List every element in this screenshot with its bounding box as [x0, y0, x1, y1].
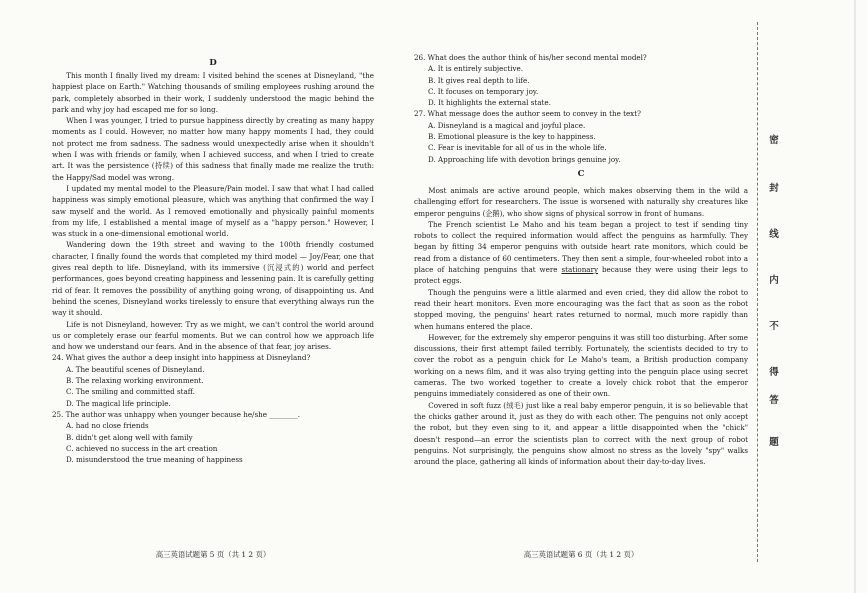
binding-char: 密	[769, 135, 779, 146]
passage-c-paragraph	[414, 219, 748, 287]
question-27-stem: 27. What message does the author seem to convey in the text?	[414, 109, 641, 119]
passage-d-paragraph: Wandering down the 19th street and waving to the 100th friendly costumed character, I finally found the words that completed my third model — Joy/Fear, one that gives real depth to life. Disneyland, with its immersive (沉浸式的) world and perfect performances, goes beyond creating happiness and lessening pain. It is carefully getting rid of fear. It removes the possibility of anything going wrong, of disappointing us. And behind the scenes, Disneyland works tirelessly to ensure that everything always run the way it should.	[52, 240, 374, 318]
left-column	[52, 0, 374, 465]
question-26-option-c: C. It focuses on temporary joy.	[428, 86, 539, 96]
binding-char: 题	[769, 437, 779, 448]
question-26-option-d: D. It highlights the external state.	[428, 98, 551, 108]
question-26-option-a: A. It is entirely subjective.	[428, 64, 524, 74]
binding-char: 得	[769, 367, 779, 378]
passage-d-paragraph: When I was younger, I tried to pursue happiness directly by creating as many happy moments as I could. However, no matter how many happy moments I had, they could not protect me from sadness. The sadness would unexpectedly arise when it shouldn't when I was with friends or family, when I achieved success, and when I tried to create art. It was the persistence (持续) of this sadness that finally made me realize the truth: the Happy/Sad model was wrong.	[52, 116, 374, 182]
question-26-option-b: B. It gives real depth to life.	[428, 75, 530, 85]
question-24-option-b: B. The relaxing working environment.	[66, 376, 204, 386]
paragraph-text: The French scientist Le Maho and his team began a project to test if sending tiny robots to collect the required information would affect the penguins as harmfully. They began by fitting 34 emperor penguins with outside heart rate monitors, which could be read from a distance of 60 centimeters. They then sent a simple, four-wheeled robot into a place of hatching penguins that were	[414, 219, 748, 275]
passage-c-heading: C	[577, 168, 585, 179]
passage-c-paragraph: However, for the extremely shy emperor penguins it was still too disturbing. After some discussions, their first attempt failed terribly. Fortunately, the scientists decided to try to cover the robot as a penguin chick for Le Maho's team, a British production company working on a news film, and it was also trying getting into the penguin place using secret cameras. The two worked together to create a lovely chick robot that the emperor penguins immediately considered as one of their own.	[414, 332, 748, 399]
question-27-option-b: B. Emotional pleasure is the key to happiness.	[428, 132, 596, 142]
passage-c-paragraph: Though the penguins were a little alarmed and even cried, they did allow the robot to read their heart monitors. Even more encouraging was the fact that as soon as the robot stopped moving, the penguins' heart rates returned to normal, much more rapidly than when humans entered the place.	[414, 287, 748, 331]
question-25-option-b: B. didn't get along well with family	[66, 432, 193, 442]
binding-char: 内	[769, 275, 779, 286]
question-26-stem: 26. What does the author think of his/her second mental model?	[414, 53, 647, 62]
passage-c-paragraph: Most animals are active around people, which makes observing them in the wild a challenging effort for researchers. The issue is worsened with naturally shy creatures like emperor penguins (企鹅), who show signs of physical sorrow in front of humans.	[414, 185, 748, 218]
passage-c-paragraph: Covered in soft fuzz (绒毛) just like a real baby emperor penguin, it is so believable that the chicks gather around it, just as they do with each other. The penguins not only accept the robot, but they even sing to it, and appear a little disappointed when the "chick" doesn't respond—an error the scientists plan to correct with the next group of robot penguins. Not surprisingly, the penguins show almost no stress as the lovely "spy" walks around the place, gathering all kinds of information about their day-to-day lives.	[414, 400, 748, 467]
question-24-option-c: C. The smiling and committed staff.	[66, 387, 195, 397]
question-25-option-a: A. had no close friends	[66, 421, 149, 431]
binding-char: 封	[769, 183, 779, 194]
binding-line	[757, 22, 758, 562]
question-27-option-d: D. Approaching life with devotion brings genuine joy.	[428, 154, 621, 164]
question-27-option-a: A. Disneyland is a magical and joyful place.	[428, 120, 586, 130]
passage-d-paragraph: This month I finally lived my dream: I visited behind the scenes at Disneyland, "the happiest place on Earth." Watching thousands of smiling employees rushing around the park, completely absorbed in their work, I suddenly understood the magic behind the park and why joy had escaped me for so long.	[52, 71, 374, 114]
question-25-option-c: C. achieved no success in the art creation	[66, 443, 218, 453]
binding-char: 答	[769, 395, 779, 406]
right-column	[414, 0, 748, 467]
question-24-option-a: A. The beautiful scenes of Disneyland.	[66, 364, 205, 374]
paragraph-text: because they were using their legs to protect eggs.	[414, 265, 748, 286]
question-27-option-c: C. Fear is inevitable for all of us in the whole life.	[428, 143, 607, 153]
binding-char: 线	[769, 229, 779, 240]
page-footer-right: 高三英语试题第 6 页（共 1 2 页）	[523, 550, 639, 559]
passage-d-paragraph: Life is not Disneyland, however. Try as we might, we can't control the world around us or completely erase our fearful moments. But we can control how we approach life and how we understand our fears. And in the absence of that fear, joy arises.	[52, 319, 374, 352]
page-footer-left: 高三英语试题第 5 页（共 1 2 页）	[155, 550, 271, 559]
question-25-option-d: D. misunderstood the true meaning of happiness	[66, 455, 243, 465]
passage-d-heading: D	[209, 58, 217, 68]
binding-char: 不	[769, 321, 779, 332]
passage-d-paragraph: I updated my mental model to the Pleasure/Pain model. I saw that what I had called happiness was simply emotional pleasure, which was anything that confirmed the way I saw myself and the world. As I removed emotionally and physically painful moments from my life, I established a mental image of myself as a "happy person." However, I was stuck in a one-dimensional emotional world.	[52, 183, 374, 239]
question-24-stem: 24. What gives the author a deep insight into happiness at Disneyland?	[52, 353, 311, 363]
question-24-option-d: D. The magical life principle.	[66, 398, 171, 408]
underlined-word: stationary	[561, 265, 599, 275]
question-25-stem: 25. The author was unhappy when younger because he/she ________.	[52, 409, 301, 419]
page-edge	[854, 0, 856, 593]
